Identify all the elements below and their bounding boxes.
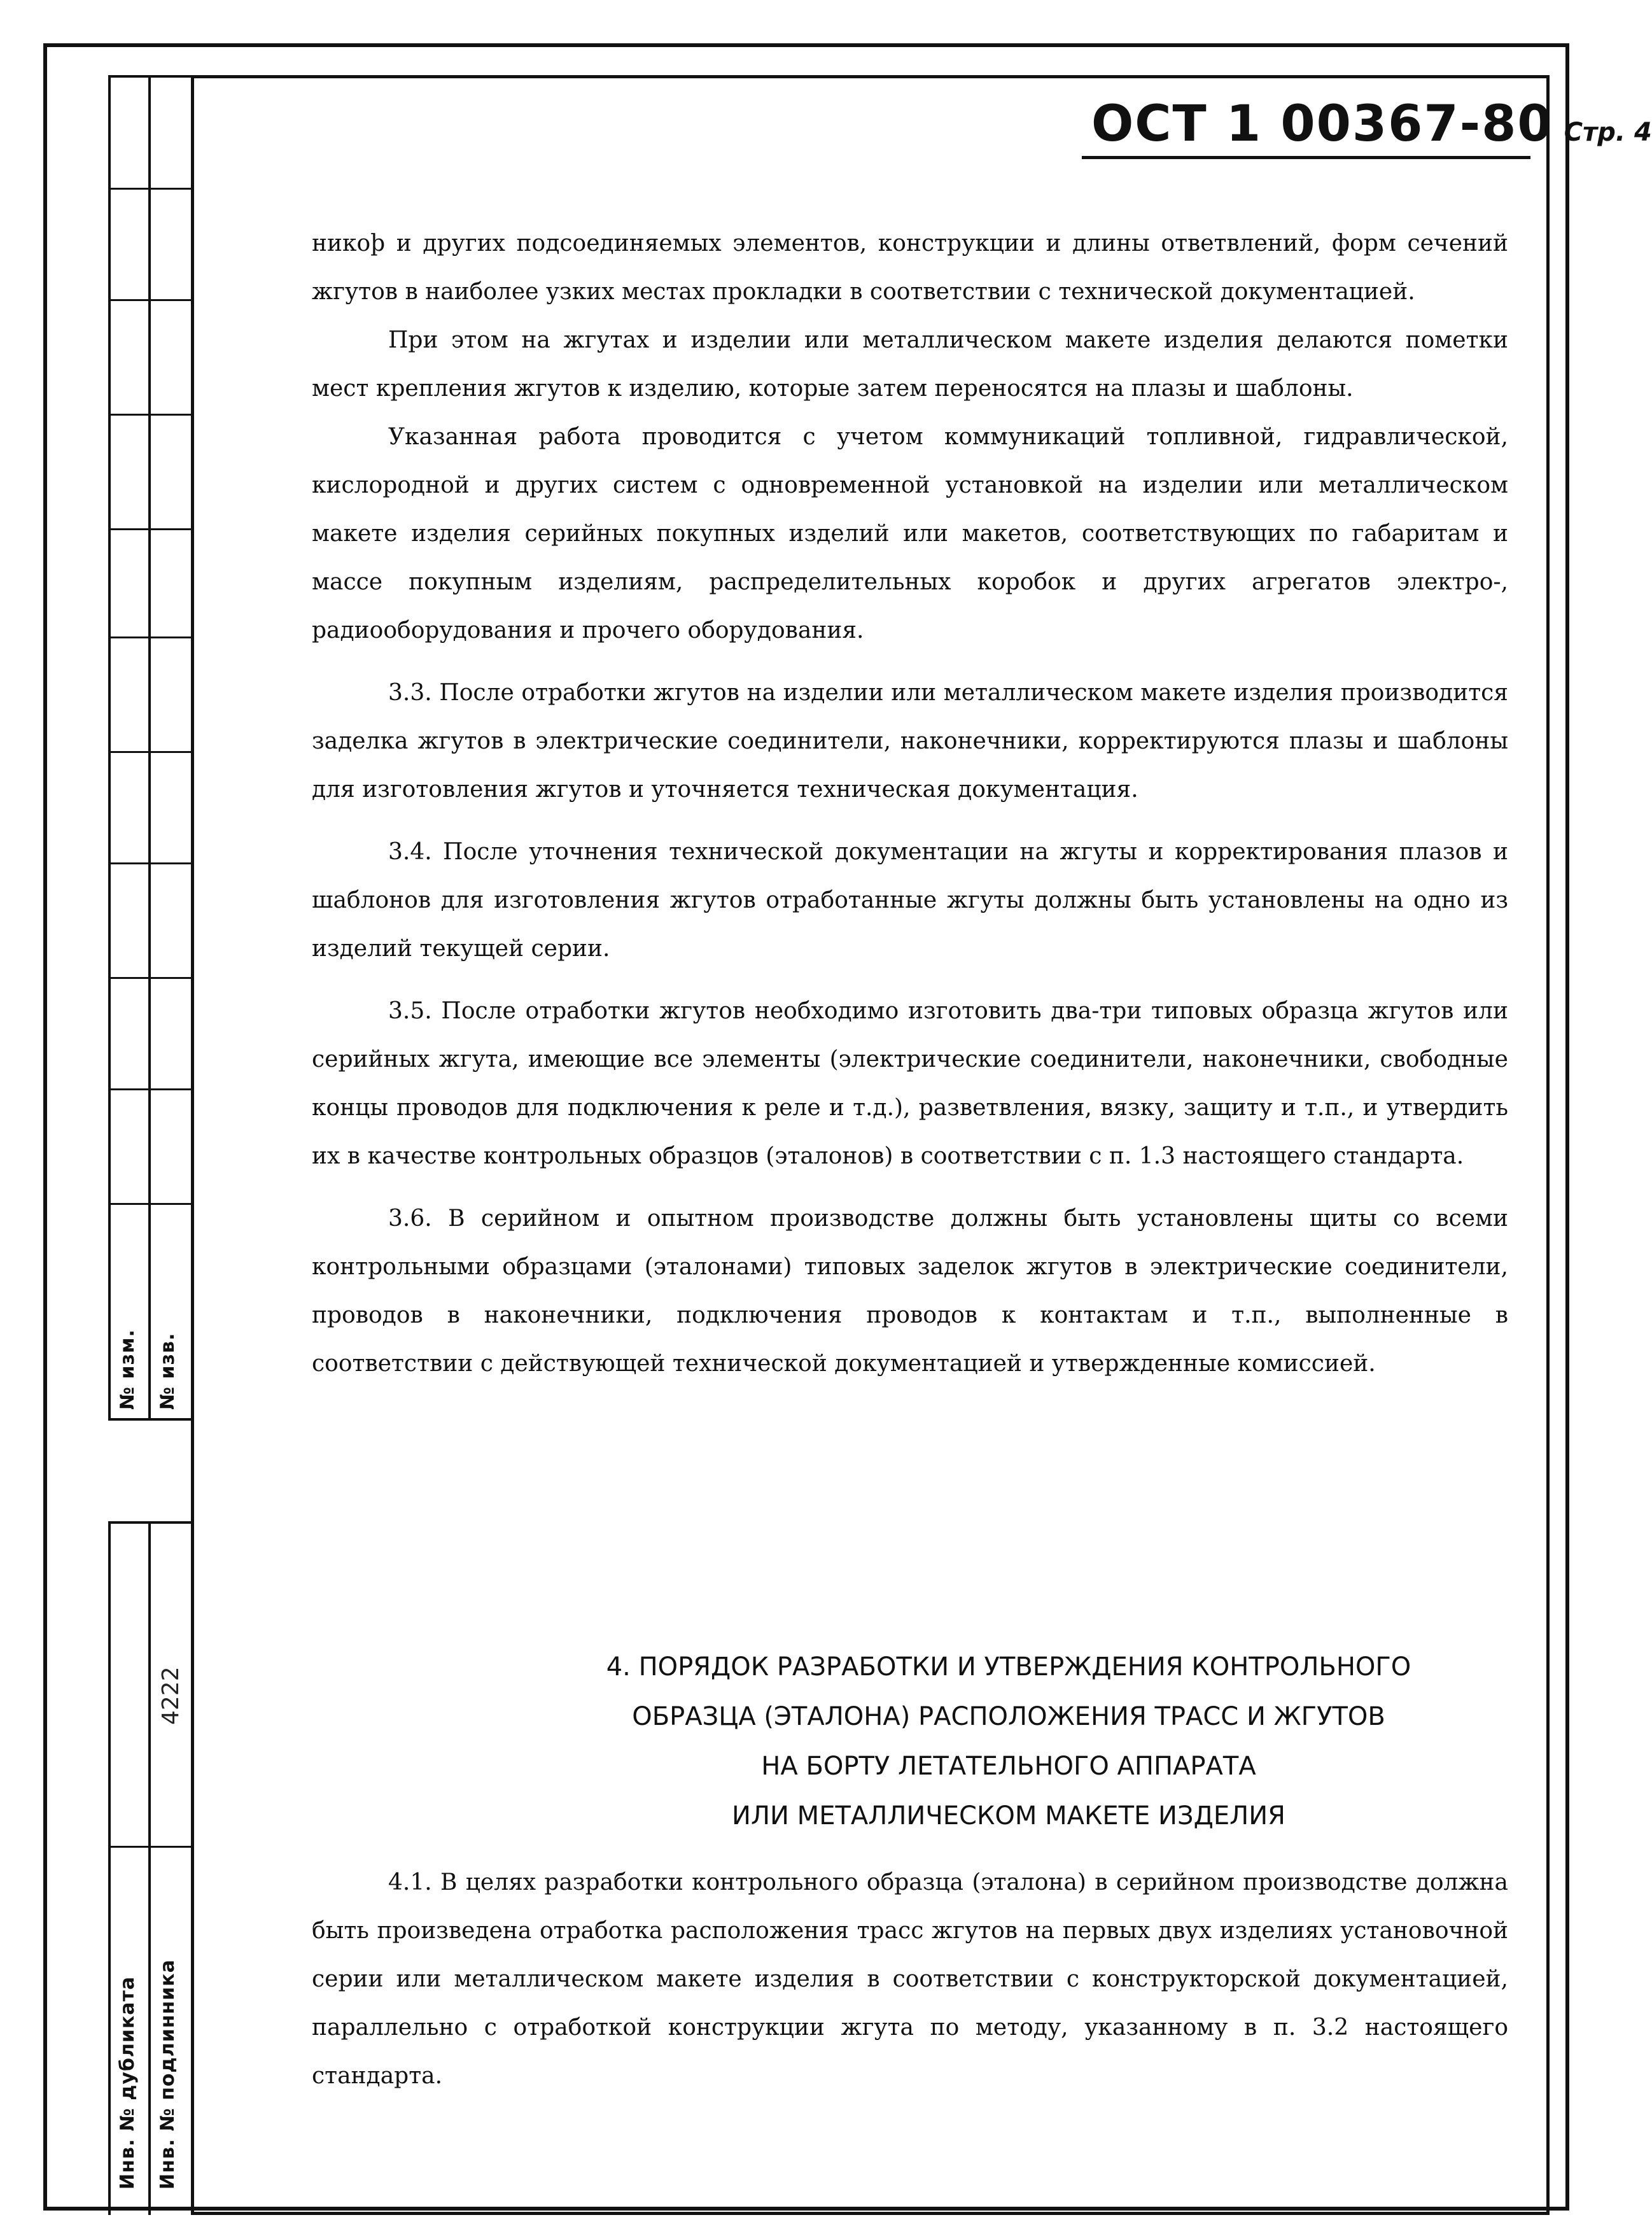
header-rule <box>1082 156 1530 159</box>
strip-top-line <box>108 75 191 78</box>
izm-label-2: № изв. <box>157 1332 179 1410</box>
strip-row-line <box>108 1521 191 1524</box>
strip-col-line-1 <box>108 75 111 1418</box>
strip-row-line <box>108 636 191 638</box>
paragraph-3-3: 3.3. После отработки жгутов на изделии или металлическом макете изделия производится заделка жгутов в электрические соединители, наконечники, корректируются плазы и шаблоны для изготовления жгутов и уточняется техническая документация. <box>312 680 1508 803</box>
section-title-line: ОБРАЗЦА (ЭТАЛОНА) РАСПОЛОЖЕНИЯ ТРАСС И ЖГУТОВ <box>632 1702 1385 1731</box>
strip-row-line <box>108 1203 191 1205</box>
strip-row-line <box>148 1418 191 1421</box>
section-title <box>312 1642 1508 1841</box>
strip-row-line <box>108 1846 191 1848</box>
paragraph-3-5: 3.5. После отработки жгутов необходимо изготовить два-три типовых образца жгутов или серийных жгута, имеющие все элементы (электрические соединители, наконечники, свободные концы проводов для подключения к реле и т.д.), разветвления, вязку, защиту и т.п., и утвердить их в качестве контрольных образцов (эталонов) в соответствии с п. 1.3 настоящего стандарта. <box>312 998 1508 1169</box>
paragraph-4-1: 4.1. В целях разработки контрольного образца (эталона) в серийном производстве должна быть произведена отработка расположения трасс жгутов на первых двух изделиях установочной серии или металлическом макете изделия в соответствии с конструкторской документацией, параллельно с отработкой конструкции жгута по методу, указанному в п. 3.2 настоящего стандарта. <box>312 1869 1508 2089</box>
page-header <box>1091 95 1652 153</box>
section-title-line: НА БОРТУ ЛЕТАТЕЛЬНОГО АППАРАТА <box>761 1752 1256 1781</box>
strip-col-line-2 <box>148 75 151 1418</box>
inv-number: 4222 <box>158 1666 184 1725</box>
paragraph-3-6: 3.6. В серийном и опытном производстве должны быть установлены щиты со всеми контрольными образцами (эталонами) типовых заделок жгутов в электрические соединители, проводов в наконечники, подключения проводов к контактам и т.п., выполненные в соответствии с действующей технической документацией и утвержденные комиссией. <box>312 1206 1508 1377</box>
section-title-line: ИЛИ МЕТАЛЛИЧЕСКОМ МАКЕТЕ ИЗДЕЛИЯ <box>732 1801 1285 1831</box>
dup-label: Инв. № дубликата <box>116 1976 139 2190</box>
strip-row-line <box>108 862 191 864</box>
strip-row-line <box>108 414 191 416</box>
paragraph: При этом на жгутах и изделии или металлическом макете изделия делаются пометки мест крепления жгутов к изделию, которые затем переносятся на плазы и шаблоны. <box>312 327 1508 402</box>
strip-row-line <box>108 299 191 301</box>
orig-label: Инв. № подлинника <box>157 1959 179 2190</box>
paragraph-3-4: 3.4. После уточнения технической документации на жгуты и корректирования плазов и шаблонов для изготовления жгутов отработанные жгуты должны быть установлены на одно из изделий текущей серии. <box>312 839 1508 962</box>
section-title-line: 4. ПОРЯДОК РАЗРАБОТКИ И УТВЕРЖДЕНИЯ КОНТРОЛЬНОГО <box>606 1652 1411 1682</box>
strip-col-line-3 <box>108 1521 111 2215</box>
strip-row-line <box>108 1088 191 1090</box>
strip-row-line <box>108 1418 151 1421</box>
strip-row-line <box>108 751 191 753</box>
standard-code: ОСТ 1 00367-80 <box>1091 95 1553 153</box>
section-body <box>312 1859 1508 2100</box>
izm-label-1: № изм. <box>116 1329 139 1410</box>
strip-row-line <box>108 528 191 530</box>
strip-col-line-4 <box>148 1521 151 2215</box>
paragraph: Указанная работа проводится с учетом коммуникаций топливной, гидравлической, кислородной и других систем с одновременной установкой на изделии или металлическом макете изделия серийных покупных изделий или макетов, соответствующих по габаритам и массе покупным изделиям, распределительных коробок и других агрегатов электро-, радиооборудования и прочего оборудования. <box>312 424 1508 643</box>
body-text <box>312 220 1508 1388</box>
strip-row-line <box>108 977 191 979</box>
strip-row-line <box>108 188 191 190</box>
page-number: Стр. 4 <box>1564 118 1652 147</box>
paragraph: никоþ и других подсоединяемых элементов, конструкции и длины ответвлений, форм сечений жгутов в наиболее узких местах прокладки в соответствии с технической документацией. <box>312 230 1508 305</box>
